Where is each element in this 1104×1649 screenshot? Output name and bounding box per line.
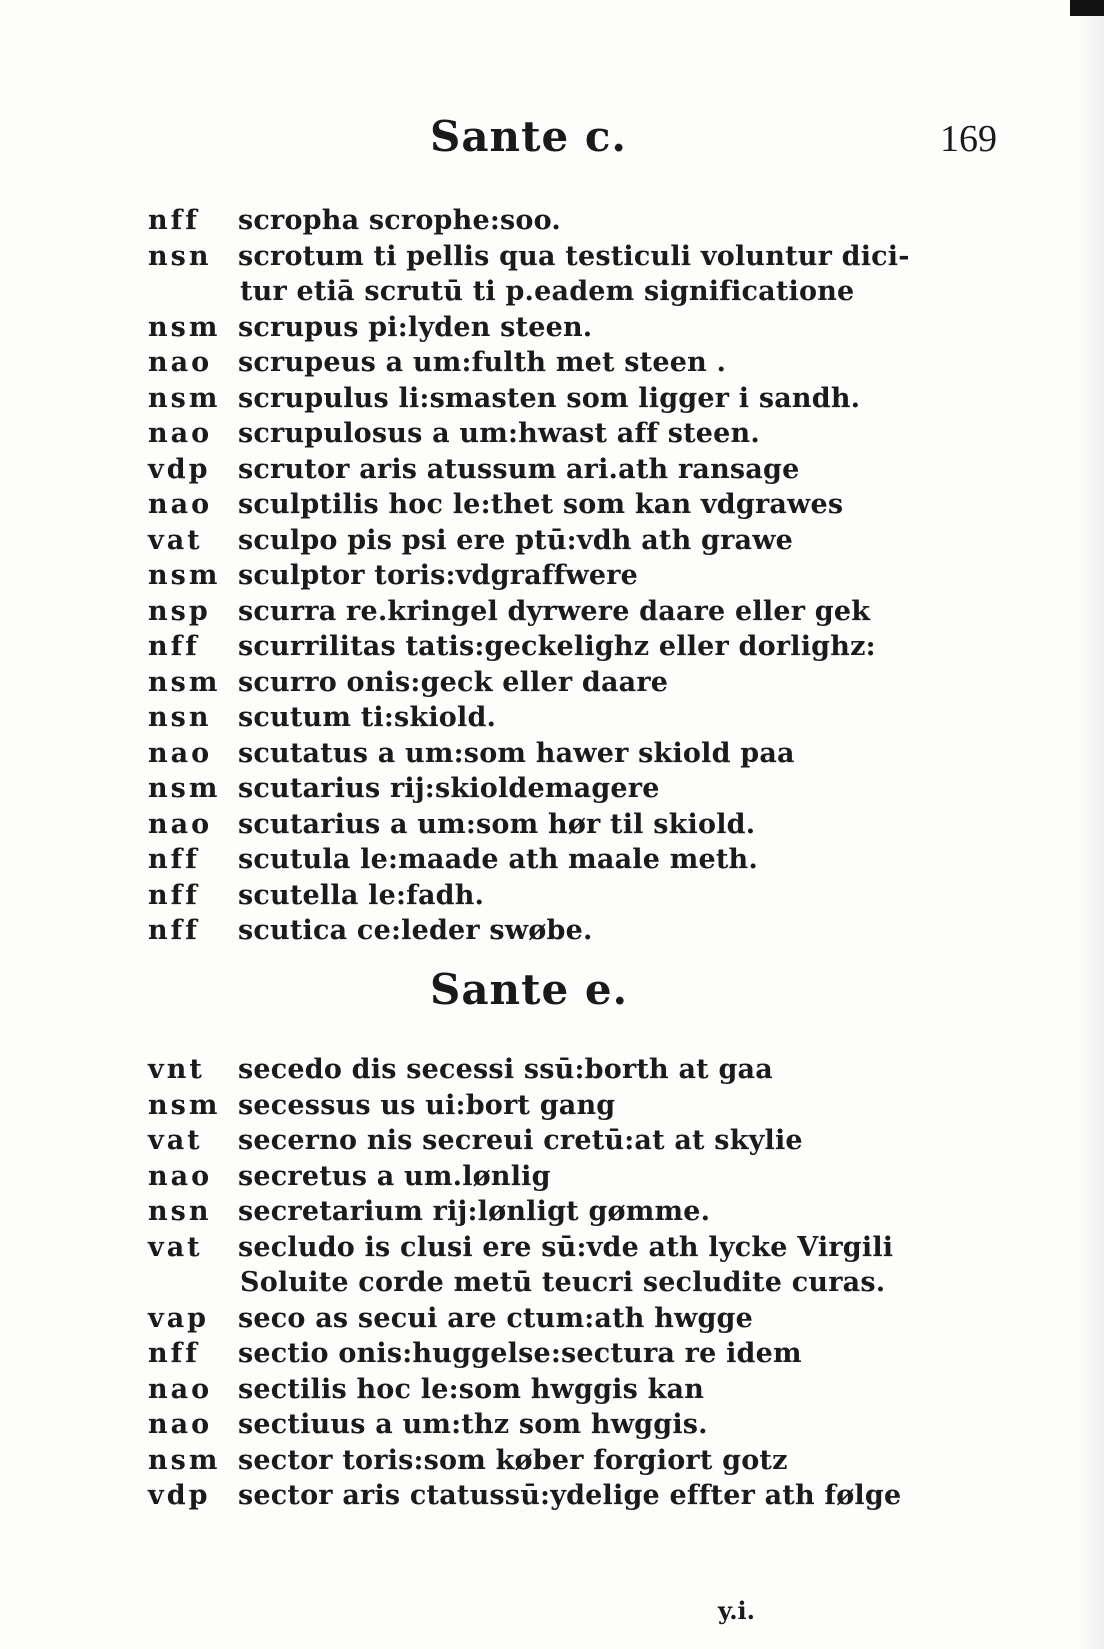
dictionary-entry (148, 1445, 928, 1481)
entry-text: scutica ce:leder swøbe. (238, 915, 593, 946)
dictionary-entry (148, 1125, 928, 1161)
entry-text: sector aris ctatussū:ydelige effter ath følge (238, 1480, 902, 1511)
entry-text: scurro onis:geck eller daare (238, 666, 669, 698)
grammar-code: nff (148, 1338, 200, 1369)
dictionary-entry (148, 915, 928, 951)
grammar-code: nsm (148, 773, 221, 804)
dictionary-entry (148, 1303, 928, 1339)
page-edge-shadow (1076, 0, 1104, 1649)
dictionary-entry (148, 525, 928, 561)
dictionary-entry (148, 418, 928, 454)
grammar-code: nsn (148, 702, 212, 733)
dictionary-entry (148, 383, 928, 419)
dictionary-entry (148, 844, 928, 880)
entry-text: Soluite corde metū teucri secludite curas. (240, 1267, 886, 1298)
entry-text: scutatus a um:som hawer skiold paa (238, 737, 795, 769)
grammar-code: nff (148, 205, 200, 236)
entry-text: scutarius a um:som hør til skiold. (238, 808, 756, 840)
entry-text: scrotum ti pellis qua testiculi voluntur dici- (238, 240, 910, 272)
entry-text: tur etiā scrutū ti p.eadem significatione (240, 276, 855, 307)
grammar-code: vap (148, 1302, 210, 1334)
grammar-code: vat (148, 1231, 203, 1263)
entry-text: scrupeus a um:fulth met steen . (238, 347, 727, 378)
dictionary-entry (148, 773, 928, 809)
grammar-code: nsn (148, 1196, 212, 1227)
dictionary-entry (148, 1161, 928, 1197)
signature-mark: y.i. (718, 1596, 756, 1625)
entry-text: scropha scrophe:soo. (238, 205, 561, 236)
dictionary-entry (148, 241, 928, 277)
dictionary-entry (148, 1090, 928, 1126)
grammar-code: nao (148, 808, 213, 840)
grammar-code: nsm (148, 382, 221, 414)
dictionary-entry (148, 596, 928, 632)
grammar-code: nao (148, 347, 213, 378)
grammar-code: nff (148, 879, 200, 911)
entry-text: sector toris:som køber forgiort gotz (238, 1444, 788, 1476)
entry-text: scrupus pi:lyden steen. (238, 311, 593, 343)
dictionary-entry (148, 1232, 928, 1268)
entry-text: scurrilitas tatis:geckelighz eller dorlighz: (238, 631, 876, 662)
dictionary-entry (148, 631, 928, 667)
dictionary-entry (148, 1409, 928, 1445)
dictionary-entry (148, 880, 928, 916)
grammar-code: nsm (148, 666, 221, 698)
dictionary-entry (148, 667, 928, 703)
grammar-code: nsm (148, 311, 221, 343)
grammar-code: nao (148, 1373, 213, 1405)
grammar-code: vat (148, 1125, 203, 1156)
entry-list-section-2 (148, 1054, 928, 1516)
grammar-code: nao (148, 1160, 213, 1192)
entry-text: scrupulus li:smasten som ligger i sandh. (238, 382, 861, 414)
entry-text: secessus us ui:bort gang (238, 1089, 616, 1121)
entry-text: secedo dis secessi ssū:borth at gaa (238, 1054, 773, 1085)
dictionary-entry (148, 1054, 928, 1090)
grammar-code: nao (148, 1409, 213, 1440)
entry-text: scrutor aris atussum ari.ath ransage (238, 453, 800, 485)
dictionary-entry (148, 560, 928, 596)
entry-list-section-1 (148, 205, 928, 951)
dictionary-entry (148, 205, 928, 241)
grammar-code: vdp (148, 1480, 211, 1511)
entry-text: sectilis hoc le:som hwggis kan (238, 1373, 705, 1405)
dictionary-entry (148, 738, 928, 774)
running-head: Sante c. (430, 112, 628, 161)
grammar-code: nff (148, 844, 200, 875)
dictionary-entry (148, 702, 928, 738)
grammar-code: vdp (148, 453, 211, 485)
grammar-code: nao (148, 418, 213, 449)
entry-text: secretus a um.lønlig (238, 1160, 551, 1192)
grammar-code: vat (148, 524, 203, 556)
entry-text: scutarius rij:skioldemagere (238, 773, 660, 804)
entry-text: seco as secui are ctum:ath hwgge (238, 1302, 754, 1334)
entry-text: scutula le:maade ath maale meth. (238, 844, 758, 875)
grammar-code: nsm (148, 560, 221, 591)
page-number: 169 (940, 118, 997, 160)
entry-text: sectiuus a um:thz som hwggis. (238, 1409, 708, 1440)
entry-text: sculptor toris:vdgraffwere (238, 560, 639, 591)
entry-text: scrupulosus a um:hwast aff steen. (238, 418, 760, 449)
grammar-code: nao (148, 737, 213, 769)
entry-text: secerno nis secreui cretū:at at skylie (238, 1125, 803, 1156)
entry-text: sculptilis hoc le:thet som kan vdgrawes (238, 489, 844, 520)
entry-text: scurra re.kringel dyrwere daare eller gek (238, 595, 871, 627)
grammar-code: nsp (148, 595, 211, 627)
dictionary-entry (148, 809, 928, 845)
grammar-code: vnt (148, 1054, 205, 1085)
entry-continuation (148, 276, 928, 312)
entry-text: secludo is clusi ere sū:vde ath lycke Virgili (238, 1231, 894, 1263)
dictionary-entry (148, 489, 928, 525)
dictionary-entry (148, 1338, 928, 1374)
entry-text: scutum ti:skiold. (238, 702, 497, 733)
grammar-code: nsn (148, 240, 212, 272)
grammar-code: nsm (148, 1089, 221, 1121)
entry-text: scutella le:fadh. (238, 879, 485, 911)
dictionary-entry (148, 1196, 928, 1232)
scan-edge-mark (1070, 0, 1104, 16)
dictionary-entry (148, 1480, 928, 1516)
entry-text: sectio onis:huggelse:sectura re idem (238, 1338, 802, 1369)
grammar-code: nsm (148, 1444, 221, 1476)
dictionary-entry (148, 1374, 928, 1410)
grammar-code: nao (148, 489, 213, 520)
dictionary-entry (148, 347, 928, 383)
entry-text: secretarium rij:lønligt gømme. (238, 1196, 711, 1227)
dictionary-entry (148, 312, 928, 348)
entry-continuation (148, 1267, 928, 1303)
dictionary-entry (148, 454, 928, 490)
entry-text: sculpo pis psi ere ptū:vdh ath grawe (238, 524, 794, 556)
grammar-code: nff (148, 915, 200, 946)
grammar-code: nff (148, 631, 200, 662)
section-heading: Sante e. (430, 965, 629, 1014)
